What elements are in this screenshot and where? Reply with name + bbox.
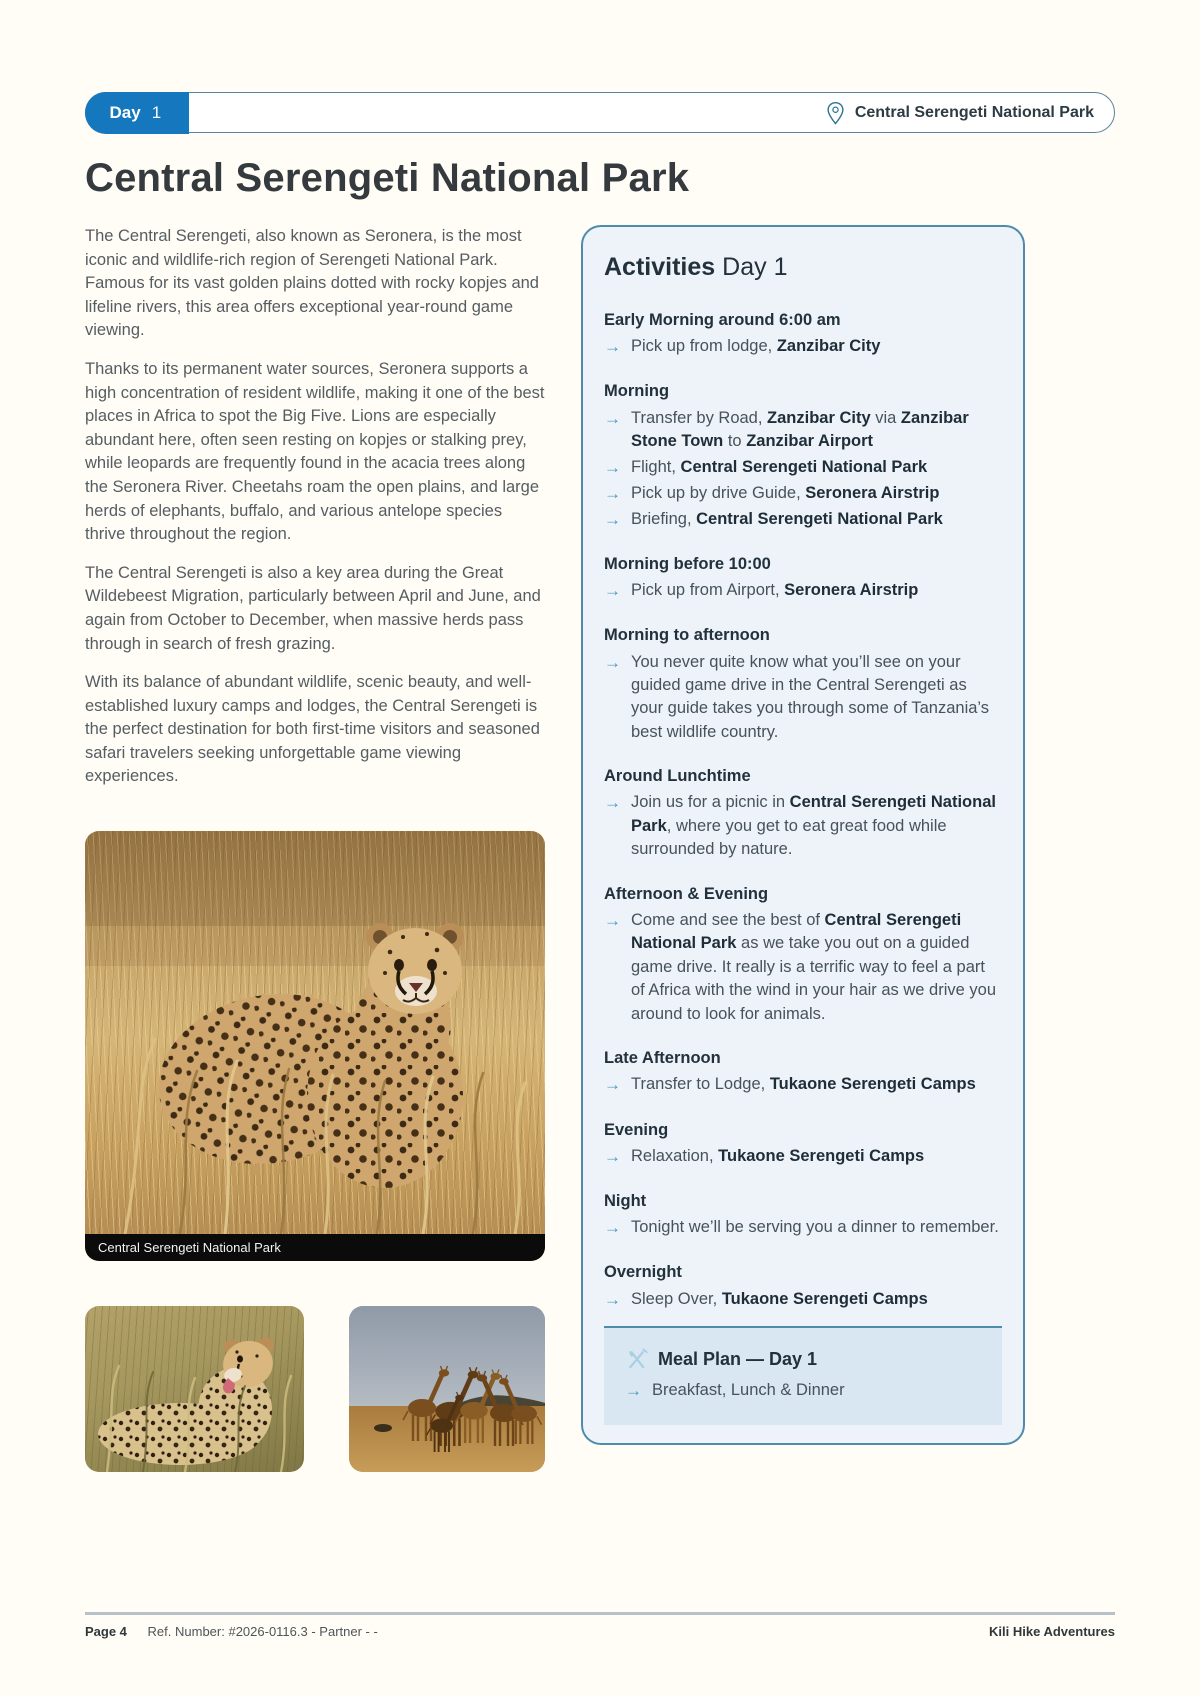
activity-section	[604, 765, 1002, 862]
activity-time-heading: Afternoon & Evening	[604, 884, 769, 903]
arrow-icon: →	[604, 509, 621, 529]
arrow-icon: →	[604, 457, 621, 477]
intro-paragraph: The Central Serengeti is also a key area during the Great Wildebeest Migration, particularly between April and June, and again from October to December, when massive herds pass through in search of fresh grazing.	[85, 563, 541, 653]
activity-time-heading: Night	[604, 1191, 647, 1210]
activity-item	[604, 1073, 1002, 1097]
activity-section	[604, 624, 1002, 744]
footer-page-number: Page 4	[85, 1624, 127, 1639]
activity-section	[604, 380, 1002, 531]
activity-item	[604, 651, 1002, 745]
activity-item	[604, 1145, 1002, 1169]
giraffes-illustration	[349, 1306, 545, 1472]
activity-section	[604, 1047, 1002, 1097]
page-title: Central Serengeti National Park	[85, 156, 690, 200]
thumb-photo-giraffes	[349, 1306, 545, 1472]
arrow-icon: →	[604, 793, 621, 813]
activity-time-heading: Late Afternoon	[604, 1049, 721, 1068]
arrow-icon: →	[604, 1218, 621, 1238]
arrow-icon: →	[604, 408, 621, 428]
content-columns	[85, 225, 1115, 1472]
activity-time-heading: Morning before 10:00	[604, 554, 771, 573]
footer-left	[85, 1624, 378, 1639]
arrow-icon: →	[625, 1380, 642, 1400]
intro-paragraph: The Central Serengeti, also known as Seronera, is the most iconic and wildlife-rich region of Serengeti National Park. Famous for its vast golden plains dotted with rocky kopjes and lifeline rivers, this area offers exceptional year-round game viewing.	[85, 227, 539, 340]
activity-item-text: Pick up by drive Guide, Seronera Airstrip	[631, 483, 940, 502]
activity-item-text: Briefing, Central Serengeti National Park	[631, 509, 943, 528]
arrow-icon: →	[604, 581, 621, 601]
thumb-photo-cheetah	[85, 1306, 304, 1472]
activity-section	[604, 883, 1002, 1026]
activity-section	[604, 1119, 1002, 1169]
arrow-icon: →	[604, 652, 621, 672]
activities-title-day: Day 1	[722, 253, 788, 281]
activity-time-heading: Overnight	[604, 1263, 682, 1282]
footer-brand: Kili Hike Adventures	[989, 1624, 1115, 1639]
meal-plan	[604, 1326, 1002, 1425]
activity-time-heading: Evening	[604, 1120, 669, 1139]
activity-section	[604, 1261, 1002, 1311]
meal-plan-item-text: Breakfast, Lunch & Dinner	[652, 1380, 845, 1399]
activity-item	[604, 579, 1002, 603]
activity-item	[604, 508, 1002, 532]
intro-paragraph: With its balance of abundant wildlife, scenic beauty, and well-established luxury camps and lodges, the Central Serengeti is the perfect destination for both first-time visitors and seasoned safari travelers seeking unforgettable game viewing experiences.	[85, 673, 540, 786]
day-badge	[85, 92, 189, 134]
activities-sections	[604, 288, 1002, 1312]
activity-section	[604, 1190, 1002, 1240]
activity-item-text: Join us for a picnic in Central Serengeti National Park, where you get to eat great food while surrounded by nature.	[631, 793, 996, 859]
activities-column	[581, 225, 1025, 1445]
activities-panel-inner	[583, 227, 1023, 1443]
main-photo	[85, 831, 545, 1261]
location-pin-icon	[825, 100, 846, 126]
arrow-icon: →	[604, 1146, 621, 1166]
activity-item-text: Transfer to Lodge, Tukaone Serengeti Camps	[631, 1075, 976, 1094]
header-bar	[85, 92, 1115, 133]
meal-plan-header	[625, 1348, 981, 1371]
page-footer	[85, 1612, 1115, 1639]
activity-section	[604, 553, 1002, 603]
day-number: 1	[151, 102, 162, 122]
intro-paragraph: Thanks to its permanent water sources, Seronera supports a high concentration of resident wildlife, making it one of the best places in Africa to spot the Big Five. Lions are especially abundant here, often seen resting on kopjes or stalking prey, while leopards are frequently found in the acacia trees along the Seronera River. Cheetahs roam the open plains, and large herds of elephants, buffalo, and various antelope species thrive throughout the region.	[85, 359, 545, 544]
activity-item	[604, 335, 1002, 359]
activity-item-text: Transfer by Road, Zanzibar City via Zanzibar Stone Town to Zanzibar Airport	[631, 408, 969, 451]
header-location-label: Central Serengeti National Park	[854, 103, 1094, 121]
activity-item	[604, 407, 1002, 454]
activity-time-heading: Morning	[604, 382, 670, 401]
activity-item-text: Pick up from lodge, Zanzibar City	[631, 337, 881, 356]
photo-caption: Central Serengeti National Park	[85, 1234, 545, 1261]
meal-plan-title: Meal Plan — Day 1	[658, 1348, 818, 1369]
activity-item	[604, 909, 1002, 1026]
activity-section	[604, 309, 1002, 359]
crossed-cutlery-icon	[625, 1348, 648, 1371]
thumbnail-row	[85, 1306, 545, 1472]
cheetah-lying-illustration	[85, 1306, 304, 1472]
day-label: Day	[109, 102, 141, 122]
meal-plan-item	[625, 1379, 981, 1403]
activity-item-text: Come and see the best of Central Serengeti National Park as we take you out on a guided game drive. It really is a terrific way to feel a part of Africa with the wind in your hair as we drive you around to look for animals.	[631, 911, 997, 1023]
activity-time-heading: Early Morning around 6:00 am	[604, 311, 841, 329]
activities-title-bold: Activities	[604, 253, 716, 281]
activity-item	[604, 1288, 1002, 1312]
description-column	[85, 225, 545, 1472]
activities-title	[604, 253, 1002, 282]
activity-item	[604, 482, 1002, 506]
arrow-icon: →	[604, 337, 621, 357]
activities-panel	[581, 225, 1025, 1445]
arrow-icon: →	[604, 911, 621, 931]
activity-time-heading: Around Lunchtime	[604, 767, 751, 786]
activity-item-text: You never quite know what you’ll see on your guided game drive in the Central Serengeti as your guide takes you through some of Tanzania’s best wildlife country.	[631, 652, 990, 741]
activity-item	[604, 791, 1002, 861]
activity-item	[604, 1216, 1002, 1240]
footer-ref-number: Ref. Number: #2026-0116.3 - Partner - -	[147, 1624, 378, 1639]
arrow-icon: →	[604, 483, 621, 503]
cheetah-illustration	[85, 831, 545, 1234]
arrow-icon: →	[604, 1289, 621, 1309]
arrow-icon: →	[604, 1075, 621, 1095]
activity-item-text: Pick up from Airport, Seronera Airstrip	[631, 581, 919, 600]
activity-item-text: Sleep Over, Tukaone Serengeti Camps	[631, 1289, 928, 1308]
activity-item	[604, 456, 1002, 480]
activity-item-text: Tonight we’ll be serving you a dinner to remember.	[631, 1218, 999, 1237]
activity-item-text: Relaxation, Tukaone Serengeti Camps	[631, 1146, 925, 1165]
activity-time-heading: Morning to afternoon	[604, 626, 770, 645]
activity-item-text: Flight, Central Serengeti National Park	[631, 457, 928, 476]
